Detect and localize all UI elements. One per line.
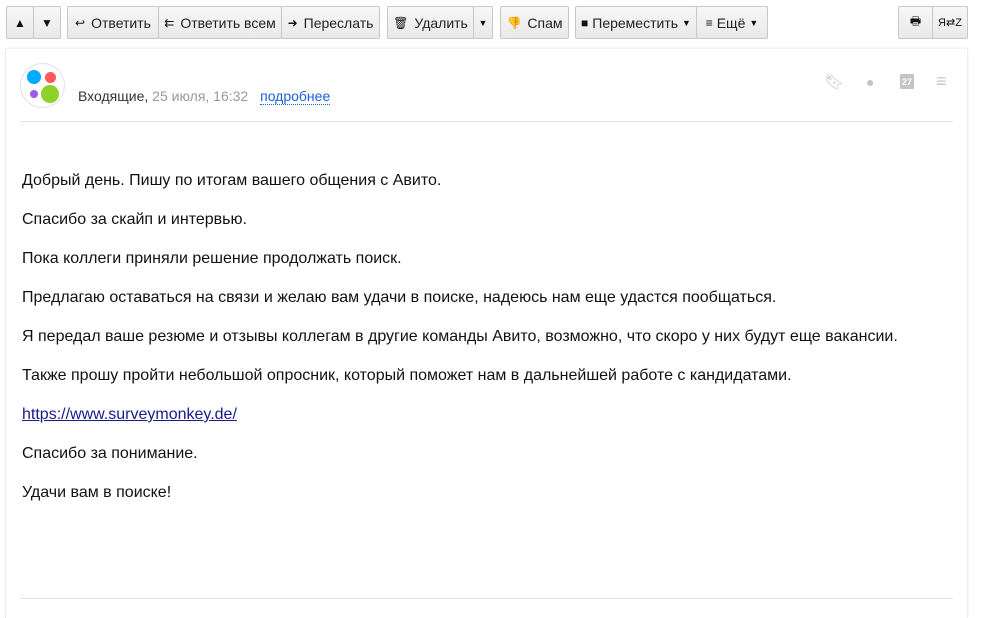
body-paragraph: Предлагаю оставаться на связи и желаю вам удачи в поиске, надеюсь нам еще удастся пообщаться. bbox=[22, 289, 777, 306]
translate-button[interactable] bbox=[932, 6, 968, 39]
print-button[interactable] bbox=[898, 6, 933, 39]
header-divider bbox=[20, 121, 953, 122]
forward-label: Переслать bbox=[303, 14, 374, 31]
body-paragraph: Также прошу пройти небольшой опросник, который поможет нам в дальнейшей работе с кандидатами. bbox=[22, 367, 792, 384]
body-paragraph: Добрый день. Пишу по итогам вашего общения с Авито. bbox=[22, 172, 442, 189]
move-button[interactable] bbox=[575, 6, 697, 39]
printer-icon: 🖶 bbox=[909, 14, 922, 28]
chevron-down-icon: ▼ bbox=[478, 17, 488, 28]
delete-label: Удалить bbox=[414, 14, 468, 31]
next-message-button[interactable] bbox=[33, 6, 61, 39]
avatar-dot-blue bbox=[27, 70, 41, 84]
body-paragraph: Спасибо за понимание. bbox=[22, 445, 198, 462]
translate-icon: Я⇄Z bbox=[938, 17, 962, 29]
menu-icon[interactable]: ≡ bbox=[936, 71, 947, 91]
arrow-up-icon: ▲ bbox=[14, 15, 26, 30]
survey-link[interactable]: https://www.surveymonkey.de/ bbox=[22, 406, 237, 423]
reply-button[interactable] bbox=[67, 6, 159, 39]
thumbs-down-icon: 👎 bbox=[506, 15, 522, 30]
calendar-icon[interactable]: 27 bbox=[900, 74, 914, 89]
more-label: Ещё bbox=[716, 14, 746, 31]
spam-label: Спам bbox=[527, 14, 563, 31]
chevron-down-icon: ▼ bbox=[682, 17, 691, 28]
delete-dropdown-button[interactable] bbox=[473, 6, 493, 39]
message-header bbox=[78, 88, 330, 104]
bookmark-icon[interactable]: 🔖︎ bbox=[824, 74, 845, 91]
reply-icon: ↩ bbox=[75, 15, 86, 30]
arrow-down-icon: ▼ bbox=[41, 15, 53, 30]
previous-message-button[interactable] bbox=[6, 6, 34, 39]
details-link[interactable]: подробнее bbox=[260, 88, 331, 104]
reply-label: Ответить bbox=[91, 14, 151, 31]
reply-all-icon: ⇇ bbox=[164, 15, 175, 30]
unread-dot-icon[interactable]: ● bbox=[866, 74, 875, 90]
avatar-dot-purple bbox=[30, 90, 38, 98]
message-date: 25 июля, 16:32 bbox=[152, 88, 249, 104]
move-label: Переместить bbox=[592, 14, 679, 31]
chevron-down-icon: ▼ bbox=[749, 17, 759, 28]
body-paragraph: Я передал ваше резюме и отзывы коллегам в другие команды Авито, возможно, что скоро у них будут еще вакансии. bbox=[22, 328, 898, 345]
menu-icon: ≡ bbox=[705, 15, 713, 30]
avatar-dot-green bbox=[41, 85, 59, 103]
avatar-dot-red bbox=[45, 72, 56, 83]
delete-button[interactable] bbox=[387, 6, 474, 39]
folder-label: Входящие, bbox=[78, 88, 149, 104]
folder-icon: ■ bbox=[581, 15, 589, 30]
body-paragraph: Спасибо за скайп и интервью. bbox=[22, 211, 247, 228]
reply-all-label: Ответить всем bbox=[180, 14, 276, 31]
more-button[interactable] bbox=[696, 6, 768, 39]
forward-button[interactable] bbox=[281, 6, 380, 39]
sender-avatar bbox=[20, 63, 65, 108]
reply-all-button[interactable] bbox=[158, 6, 282, 39]
forward-icon: ➜ bbox=[287, 15, 298, 30]
trash-icon: 🗑 bbox=[393, 15, 409, 30]
footer-divider bbox=[20, 598, 953, 599]
spam-button[interactable] bbox=[500, 6, 569, 39]
body-paragraph: Удачи вам в поиске! bbox=[22, 484, 172, 501]
body-paragraph: Пока коллеги приняли решение продолжать поиск. bbox=[22, 250, 402, 267]
